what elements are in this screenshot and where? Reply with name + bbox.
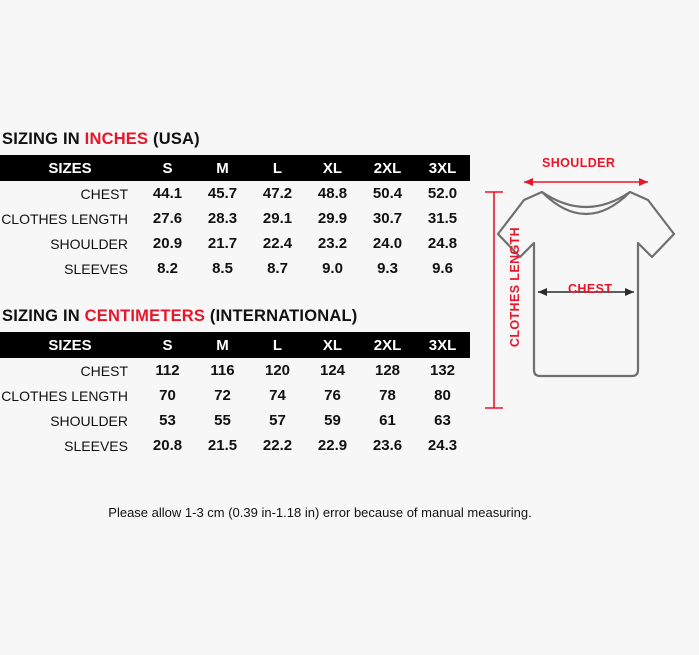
measuring-note: Please allow 1-3 cm (0.39 in-1.18 in) error because of manual measuring. [108, 505, 532, 520]
section-title-prefix: SIZING IN [2, 130, 85, 148]
clothes-length-label: CLOTHES LENGTH [508, 226, 523, 348]
cell-value: 22.2 [262, 437, 293, 454]
table-row [0, 358, 470, 383]
section-centimeters [0, 307, 470, 458]
column-header-l: L [250, 155, 305, 181]
row-label: SHOULDER [50, 235, 128, 252]
chest-arrow-right-icon [625, 288, 634, 296]
section-title-suffix: (USA) [148, 130, 200, 148]
shirt-diagram [480, 130, 695, 440]
cell-value: 9.6 [432, 260, 453, 277]
column-header-s: S [140, 332, 195, 358]
section-title-prefix: SIZING IN [2, 307, 85, 325]
row-label: CHEST [80, 185, 128, 202]
cell-value: 23.6 [372, 437, 403, 454]
column-header-xl: XL [305, 332, 360, 358]
table-row [0, 408, 470, 433]
cell-value: 28.3 [207, 210, 238, 227]
section-title-inches [2, 130, 470, 149]
column-header-s: S [140, 155, 195, 181]
cell-value: 8.2 [157, 260, 178, 277]
row-label: SHOULDER [50, 412, 128, 429]
section-title-centimeters [2, 307, 470, 326]
cell-value: 44.1 [152, 185, 183, 202]
table-row [0, 181, 470, 206]
cell-value: 70 [159, 387, 176, 404]
row-label: SLEEVES [64, 437, 128, 454]
shirt-collar-path [542, 192, 630, 207]
row-label: CLOTHES LENGTH [1, 210, 128, 227]
cell-value: 128 [374, 362, 401, 379]
cell-value: 50.4 [372, 185, 403, 202]
table-row [0, 206, 470, 231]
shoulder-label: SHOULDER [542, 156, 616, 170]
column-header-2xl: 2XL [360, 332, 415, 358]
cell-value: 27.6 [152, 210, 183, 227]
cell-value: 22.4 [262, 235, 293, 252]
shoulder-arrow-left-icon [524, 178, 533, 186]
cell-value: 76 [324, 387, 341, 404]
section-title-accent: CENTIMETERS [84, 307, 206, 325]
size-table-inches [0, 155, 470, 281]
cell-value: 57 [269, 412, 286, 429]
section-inches [0, 130, 470, 281]
cell-value: 20.8 [152, 437, 183, 454]
cell-value: 53 [159, 412, 176, 429]
cell-value: 45.7 [207, 185, 238, 202]
cell-value: 72 [214, 387, 231, 404]
table-row [0, 433, 470, 458]
cell-value: 120 [264, 362, 291, 379]
cell-value: 21.5 [207, 437, 238, 454]
chest-arrow-left-icon [538, 288, 547, 296]
chest-label: CHEST [568, 282, 613, 296]
cell-value: 21.7 [207, 235, 238, 252]
cell-value: 124 [319, 362, 346, 379]
cell-value: 22.9 [317, 437, 348, 454]
row-label: CLOTHES LENGTH [1, 387, 128, 404]
row-label: SLEEVES [64, 260, 128, 277]
cell-value: 9.3 [377, 260, 398, 277]
cell-value: 59 [324, 412, 341, 429]
cell-value: 55 [214, 412, 231, 429]
cell-value: 132 [429, 362, 456, 379]
cell-value: 74 [269, 387, 286, 404]
cell-value: 61 [379, 412, 396, 429]
cell-value: 31.5 [427, 210, 458, 227]
cell-value: 52.0 [427, 185, 458, 202]
cell-value: 9.0 [322, 260, 343, 277]
column-header-m: M [195, 332, 250, 358]
cell-value: 24.0 [372, 235, 403, 252]
cell-value: 48.8 [317, 185, 348, 202]
column-header-m: M [195, 155, 250, 181]
column-header-3xl: 3XL [415, 155, 470, 181]
cell-value: 80 [434, 387, 451, 404]
table-header-row [0, 332, 470, 358]
column-header-sizes: SIZES [0, 332, 140, 358]
cell-value: 29.9 [317, 210, 348, 227]
cell-value: 116 [210, 362, 235, 379]
cell-value: 24.8 [427, 235, 458, 252]
cell-value: 78 [379, 387, 396, 404]
cell-value: 8.7 [267, 260, 288, 277]
cell-value: 29.1 [262, 210, 293, 227]
column-header-xl: XL [305, 155, 360, 181]
cell-value: 24.3 [427, 437, 458, 454]
cell-value: 8.5 [212, 260, 233, 277]
tables-column [0, 130, 470, 458]
cell-value: 30.7 [372, 210, 403, 227]
section-title-suffix: (INTERNATIONAL) [205, 307, 358, 325]
table-row [0, 256, 470, 281]
cell-value: 20.9 [152, 235, 183, 252]
cell-value: 23.2 [317, 235, 348, 252]
column-header-sizes: SIZES [0, 155, 140, 181]
column-header-2xl: 2XL [360, 155, 415, 181]
row-label: CHEST [80, 362, 128, 379]
shoulder-arrow-right-icon [639, 178, 648, 186]
cell-value: 63 [434, 412, 451, 429]
cell-value: 47.2 [262, 185, 293, 202]
table-row [0, 231, 470, 256]
table-row [0, 383, 470, 408]
cell-value: 112 [155, 362, 180, 379]
section-title-accent: INCHES [84, 130, 149, 148]
size-table-centimeters [0, 332, 470, 458]
column-header-3xl: 3XL [415, 332, 470, 358]
column-header-l: L [250, 332, 305, 358]
table-header-row [0, 155, 470, 181]
